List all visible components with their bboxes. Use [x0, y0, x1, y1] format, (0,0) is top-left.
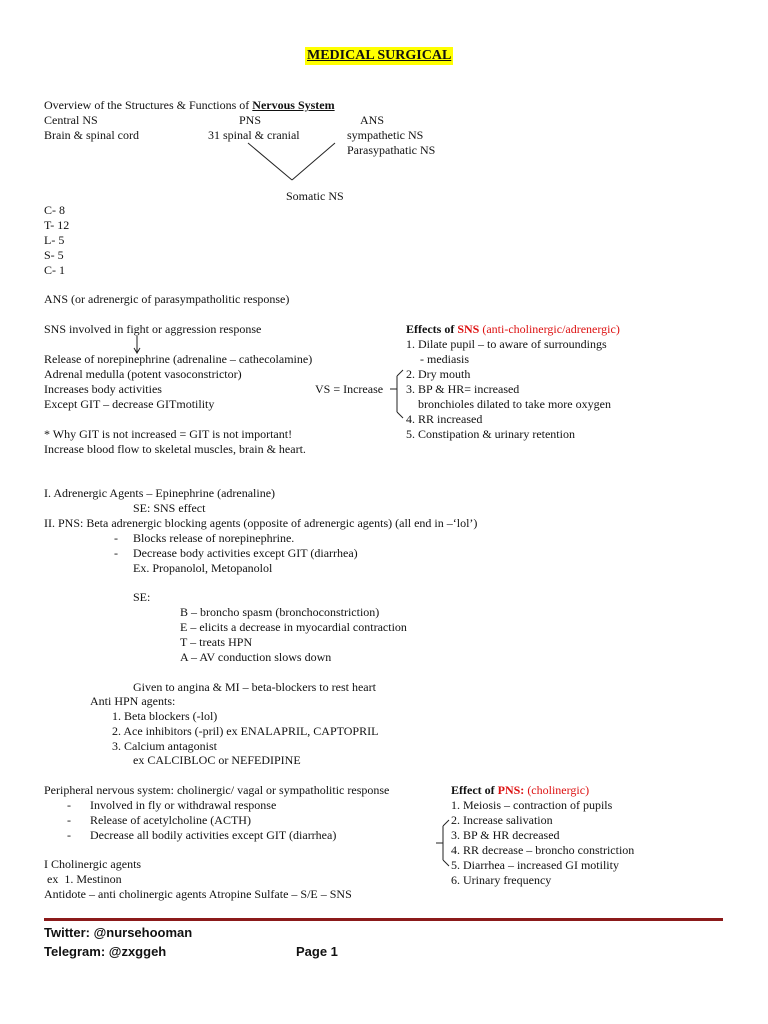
- sns-effects-red2: (anti-cholinergic/adrenergic): [482, 322, 620, 336]
- se-item: E – elicits a decrease in myocardial contraction: [180, 620, 407, 634]
- sns-line: Release of norepinephrine (adrenaline – cathecolamine): [44, 352, 313, 366]
- nerve-count: S- 5: [44, 248, 64, 262]
- agents-bullet: Decrease body activities except GIT (diarrhea): [133, 546, 358, 560]
- footer-page: Page 1: [296, 944, 338, 959]
- sns-line: Except GIT – decrease GITmotility: [44, 397, 215, 411]
- agents-bullet: Blocks release of norepinephrine.: [133, 531, 295, 545]
- bracket-line: [397, 370, 403, 376]
- agents-se: SE:: [133, 590, 151, 604]
- footer-telegram: Telegram: @zxggeh: [44, 944, 167, 959]
- ans-line: ANS (or adrenergic of parasympatholitic response): [44, 292, 290, 306]
- cns-desc: Brain & spinal cord: [44, 128, 139, 142]
- sns-line: Adrenal medulla (potent vasoconstrictor): [44, 367, 242, 381]
- bracket-line: [443, 860, 449, 866]
- sns-line: SNS involved in fight or aggression response: [44, 322, 262, 336]
- agents-line: SE: SNS effect: [133, 501, 206, 515]
- given-line: Given to angina & MI – beta-blockers to rest heart: [133, 680, 376, 694]
- se-item: A – AV conduction slows down: [180, 650, 332, 664]
- pns-bullet: Decrease all bodily activities except GIT (diarrhea): [90, 828, 337, 842]
- cns-label: Central NS: [44, 113, 98, 127]
- hpn-ex: ex CALCIBLOC or NEFEDIPINE: [133, 753, 301, 767]
- hpn-item: 2. Ace inhibitors (-pril) ex ENALAPRIL, CAPTOPRIL: [112, 724, 379, 738]
- pns-bullet: Release of acetylcholine (ACTH): [90, 813, 251, 827]
- sns-effect-item: 3. BP & HR= increased: [406, 382, 520, 396]
- sns-effects-red1: SNS: [457, 322, 483, 336]
- sns-effect-item: 1. Dilate pupil – to aware of surroundings: [406, 337, 607, 351]
- overview-bold: Nervous System: [252, 98, 335, 112]
- ans-desc-1: sympathetic NS: [347, 128, 424, 142]
- pns-effects-red2: (cholinergic): [527, 783, 590, 797]
- pns-effect-item: 4. RR decrease – broncho constriction: [451, 843, 635, 857]
- se-item: B – broncho spasm (bronchoconstriction): [180, 605, 380, 619]
- pns-label: PNS: [239, 113, 262, 127]
- cholinergic-line: Antidote – anti cholinergic agents Atropine Sulfate – S/E – SNS: [44, 887, 352, 901]
- pns-desc: 31 spinal & cranial: [208, 128, 300, 142]
- pns-effects-red1: PNS:: [497, 783, 528, 797]
- nerve-count: C- 8: [44, 203, 65, 217]
- page-title: MEDICAL SURGICAL: [307, 48, 452, 63]
- ans-label: ANS: [360, 113, 385, 127]
- pns-effect-item: 5. Diarrhea – increased GI motility: [451, 858, 619, 872]
- somatic-label: Somatic NS: [286, 189, 344, 203]
- pns-effect-item: 1. Meiosis – contraction of pupils: [451, 798, 613, 812]
- sns-effect-item: 4. RR increased: [406, 412, 483, 426]
- anti-hpn-heading: Anti HPN agents:: [90, 694, 176, 708]
- footer-divider: [44, 918, 723, 921]
- bracket-line: [443, 820, 449, 826]
- bracket-line: [397, 412, 403, 418]
- pns-effect-item: 3. BP & HR decreased: [451, 828, 560, 842]
- sns-line: Increases body activities: [44, 382, 162, 396]
- pns-bullet: Involved in fly or withdrawal response: [90, 798, 277, 812]
- pns-line: Peripheral nervous system: cholinergic/ vagal or sympatholitic response: [44, 783, 390, 797]
- sns-line: * Why GIT is not increased = GIT is not important!: [44, 427, 293, 441]
- overview-prefix: Overview of the Structures & Functions of: [44, 98, 253, 112]
- hpn-item: 1. Beta blockers (-lol): [112, 709, 218, 723]
- connector-line: [248, 143, 292, 180]
- vs-label: VS = Increase: [315, 382, 384, 396]
- pns-effect-item: 6. Urinary frequency: [451, 873, 552, 887]
- bullet-dash: -: [67, 798, 71, 812]
- sns-effect-item: 5. Constipation & urinary retention: [406, 427, 575, 441]
- bullet-dash: -: [114, 531, 118, 545]
- hpn-item: 3. Calcium antagonist: [112, 739, 217, 753]
- bullet-dash: -: [114, 546, 118, 560]
- se-item: T – treats HPN: [180, 635, 253, 649]
- agents-line: II. PNS: Beta adrenergic blocking agents (opposite of adrenergic agents) (all end in –‘lol’): [44, 516, 478, 530]
- nerve-count: C- 1: [44, 263, 65, 277]
- nerve-count: T- 12: [44, 218, 70, 232]
- sns-effect-item: bronchioles dilated to take more oxygen: [418, 397, 611, 411]
- sns-line: Increase blood flow to skeletal muscles, brain & heart.: [44, 442, 306, 456]
- connector-line: [292, 143, 335, 180]
- sns-effects-prefix: Effects of: [406, 322, 458, 336]
- cholinergic-line: ex 1. Mestinon: [44, 872, 122, 886]
- ans-desc-2: Parasypathatic NS: [347, 143, 436, 157]
- bullet-dash: -: [67, 813, 71, 827]
- agents-line: I. Adrenergic Agents – Epinephrine (adrenaline): [44, 486, 276, 500]
- agents-ex: Ex. Propanolol, Metopanolol: [133, 561, 273, 575]
- footer-twitter: Twitter: @nursehooman: [44, 925, 193, 940]
- nerve-count: L- 5: [44, 233, 65, 247]
- bullet-dash: -: [67, 828, 71, 842]
- cholinergic-line: I Cholinergic agents: [44, 857, 142, 871]
- sns-effect-item: - mediasis: [420, 352, 469, 366]
- pns-effects-prefix: Effect of: [451, 783, 498, 797]
- sns-effect-item: 2. Dry mouth: [406, 367, 471, 381]
- pns-effect-item: 2. Increase salivation: [451, 813, 553, 827]
